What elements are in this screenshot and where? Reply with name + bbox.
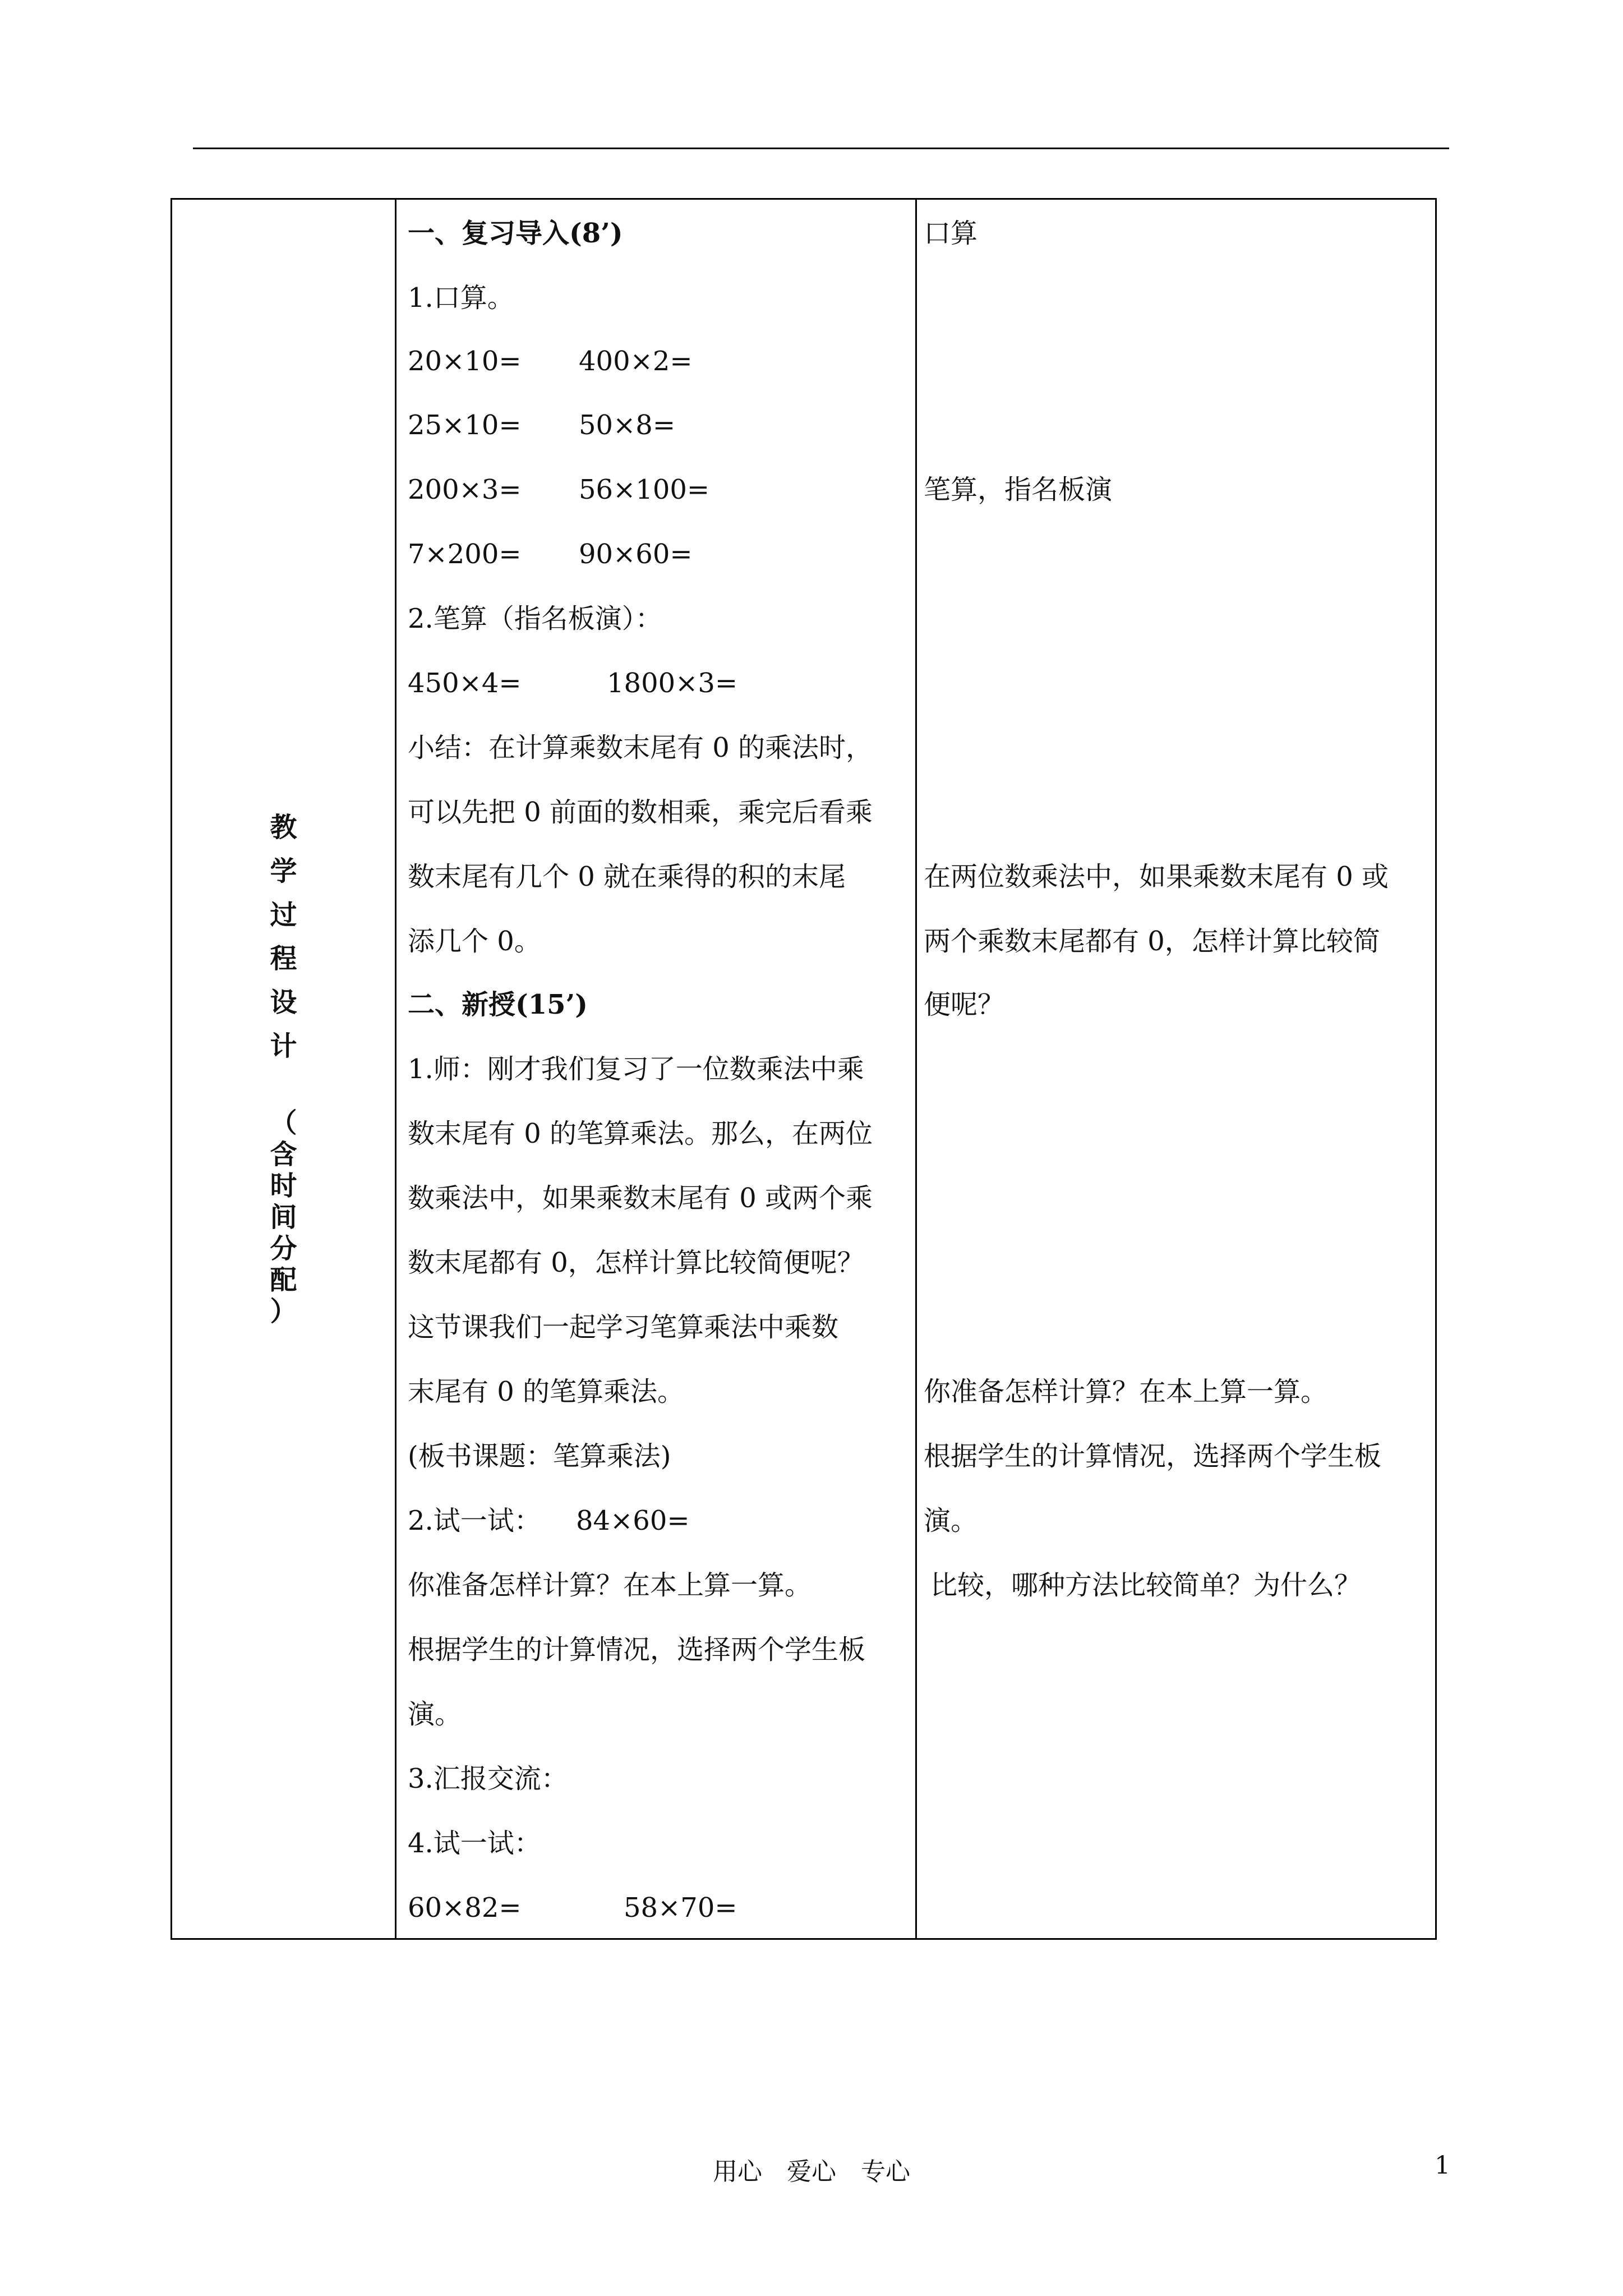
written-row <box>408 666 737 700</box>
body-line: 1.师：刚才我们复习了一位数乘法中乘 <box>408 1053 864 1085</box>
oral-row <box>408 344 693 378</box>
oral-heading: 1.口算。 <box>408 282 514 314</box>
side-sub-char: （ <box>270 1107 297 1139</box>
side-sub-char: 间 <box>270 1202 297 1233</box>
try-item: 58×70= <box>624 1892 737 1924</box>
try-item: 84×60= <box>576 1505 690 1536</box>
written-item: 450×4= <box>408 668 522 699</box>
try-label: 2.试一试： <box>408 1505 541 1536</box>
try-row <box>408 1504 690 1538</box>
side-sub-char: 分 <box>270 1233 297 1264</box>
written-heading: 2.笔算（指名板演）： <box>408 603 662 634</box>
side-char: 程 <box>270 943 297 974</box>
oral-row <box>408 473 709 507</box>
note-line: 笔算，指名板演 <box>924 474 1113 505</box>
body-line: 数末尾有 0 的笔算乘法。那么，在两位 <box>408 1118 873 1149</box>
side-char: 设 <box>270 987 297 1018</box>
summary-line: 添几个 0。 <box>408 926 541 957</box>
summary-line: 数末尾有几个 0 就在乘得的积的末尾 <box>408 861 846 892</box>
oral-item: 50×8= <box>579 409 676 441</box>
side-sublabel <box>270 1107 297 1327</box>
note-line: 根据学生的计算情况，选择两个学生板 <box>924 1441 1382 1472</box>
side-char: 学 <box>270 855 297 887</box>
note-line: 比较，哪种方法比较简单？为什么？ <box>930 1570 1362 1601</box>
summary-line: 小结：在计算乘数末尾有 0 的乘法时， <box>408 732 873 763</box>
side-char: 教 <box>270 812 297 843</box>
body-line: 根据学生的计算情况，选择两个学生板 <box>408 1634 866 1665</box>
side-label <box>172 806 395 1327</box>
body-line: (板书课题：笔算乘法) <box>408 1441 671 1472</box>
side-char: 过 <box>270 899 297 931</box>
body-line: 这节课我们一起学习笔算乘法中乘数 <box>408 1312 839 1343</box>
oral-item: 25×10= <box>408 409 522 441</box>
body-line: 演。 <box>408 1699 462 1730</box>
oral-item: 200×3= <box>408 474 522 505</box>
column-divider <box>915 200 917 1938</box>
note-line: 便呢？ <box>924 989 1005 1020</box>
oral-item: 90×60= <box>579 539 693 570</box>
side-sub-char: ） <box>270 1296 297 1327</box>
column-divider <box>395 200 396 1938</box>
side-sub-char: 含 <box>270 1139 297 1170</box>
section-title: 二、新授(15’) <box>408 989 588 1020</box>
body-line: 3.汇报交流： <box>408 1763 568 1795</box>
oral-row <box>408 408 675 442</box>
written-item: 1800×3= <box>607 668 738 699</box>
header-rule <box>193 148 1449 149</box>
oral-item: 7×200= <box>408 539 522 570</box>
body-line: 数末尾都有 0，怎样计算比较简便呢？ <box>408 1247 864 1278</box>
oral-item: 56×100= <box>579 474 710 505</box>
side-sub-char: 时 <box>270 1170 297 1202</box>
summary-line: 可以先把 0 前面的数相乘，乘完后看乘 <box>408 797 873 828</box>
oral-row <box>408 537 693 571</box>
note-line: 口算 <box>924 218 978 249</box>
oral-item: 20×10= <box>408 346 522 377</box>
try-item: 60×82= <box>408 1892 522 1924</box>
lesson-table <box>170 198 1437 1940</box>
try-row <box>408 1891 737 1925</box>
side-char: 计 <box>270 1030 297 1062</box>
note-line: 你准备怎样计算？在本上算一算。 <box>924 1376 1328 1407</box>
note-line: 在两位数乘法中，如果乘数末尾有 0 或 <box>924 861 1389 892</box>
note-line: 演。 <box>924 1505 978 1536</box>
page-number: 1 <box>1435 2151 1450 2180</box>
note-line: 两个乘数末尾都有 0，怎样计算比较简 <box>924 926 1380 957</box>
body-line: 4.试一试： <box>408 1828 541 1859</box>
body-line: 数乘法中，如果乘数末尾有 0 或两个乘 <box>408 1182 873 1214</box>
body-line: 末尾有 0 的笔算乘法。 <box>408 1376 685 1407</box>
footer-motto: 用心 爱心 专心 <box>713 2157 910 2186</box>
side-sub-char: 配 <box>270 1264 297 1296</box>
oral-item: 400×2= <box>579 346 693 377</box>
section-title: 一、复习导入(8’) <box>408 218 623 249</box>
body-line: 你准备怎样计算？在本上算一算。 <box>408 1570 812 1601</box>
